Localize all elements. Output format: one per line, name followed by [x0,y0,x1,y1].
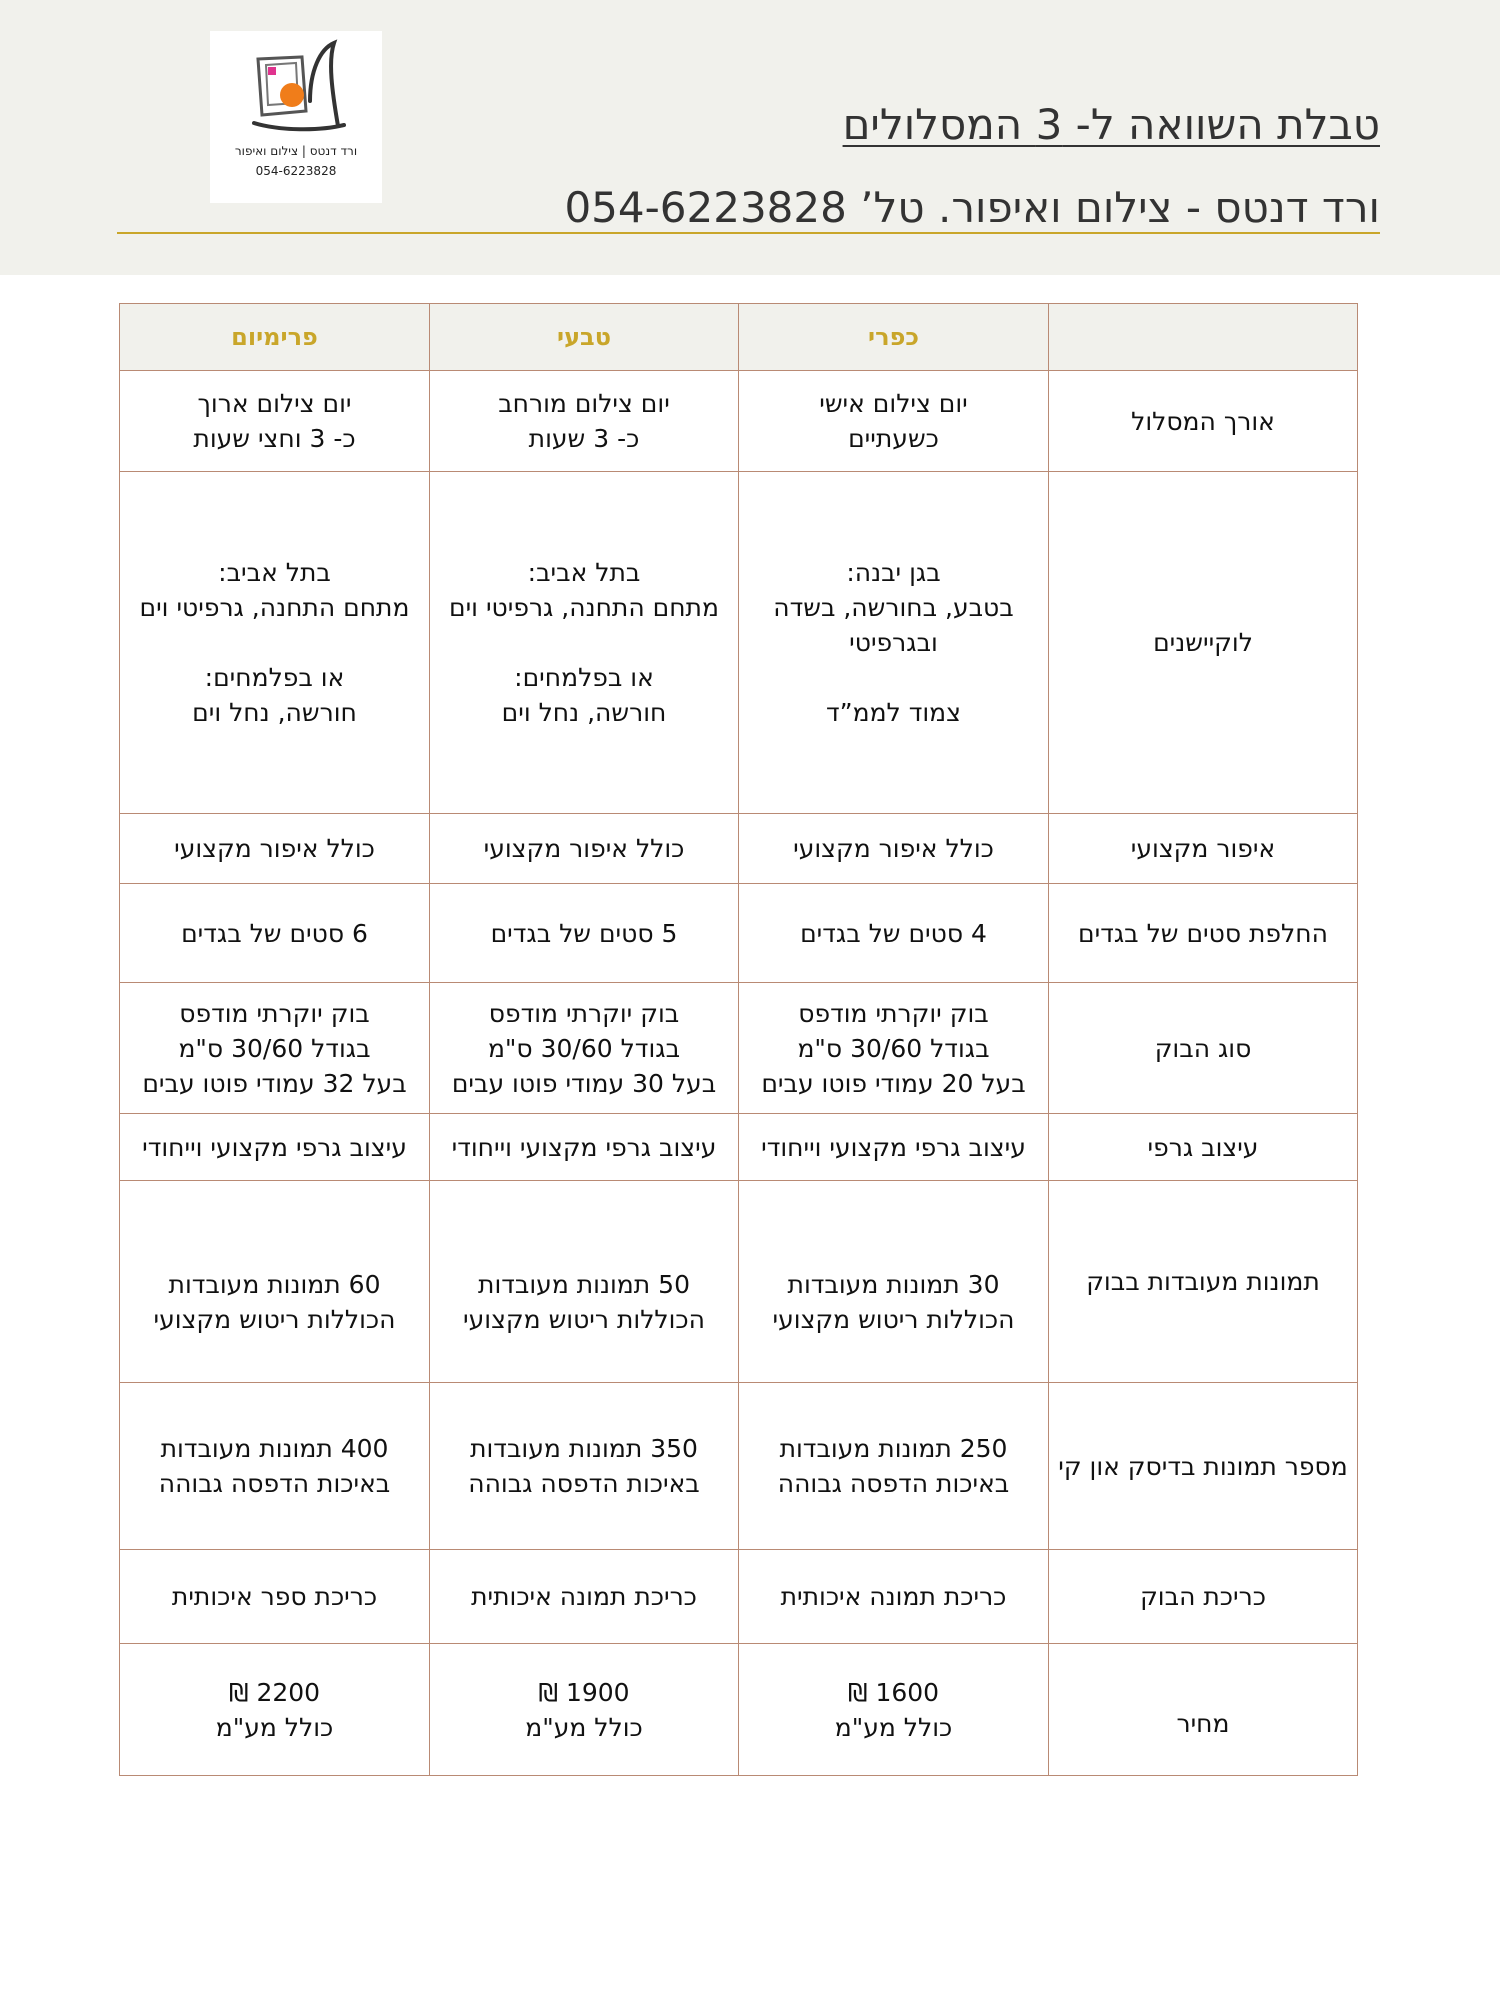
table-row [120,983,1358,1114]
table-cell: 6 סטים של בגדים [120,884,430,983]
row-label: אורך המסלול [1049,371,1358,472]
table-cell: 1600 ₪ כולל מע"מ [739,1644,1049,1776]
table-row [120,1644,1358,1776]
table-row [120,884,1358,983]
table-header-row [120,304,1358,371]
table-row [120,472,1358,814]
logo-caption: ורד דנטס | צילום ואיפור [234,144,358,158]
page-title: טבלת השוואה ל- 3 המסלולים [842,100,1380,149]
column-header [1049,304,1358,371]
header-divider [117,232,1380,234]
column-header-tivi: טבעי [430,304,739,371]
row-label: איפור מקצועי [1049,814,1358,884]
table-cell: 400 תמונות מעובדות באיכות הדפסה גבוהה [120,1383,430,1550]
logo-phone: 054-6223828 [255,164,337,178]
table-cell: עיצוב גרפי מקצועי וייחודי [430,1114,739,1181]
table-cell: יום צילום ארוך כ- 3 וחצי שעות [120,371,430,472]
table-row [120,1383,1358,1550]
logo [210,31,382,203]
table-cell: 30 תמונות מעובדות הכוללות ריטוש מקצועי [739,1181,1049,1383]
table-cell: 60 תמונות מעובדות הכוללות ריטוש מקצועי [120,1181,430,1383]
table-cell: 4 סטים של בגדים [739,884,1049,983]
table-cell: כריכת תמונה איכותית [430,1550,739,1644]
table-cell: 1900 ₪ כולל מע"מ [430,1644,739,1776]
table-cell: כריכת ספר איכותית [120,1550,430,1644]
table-cell: יום צילום מורחב כ- 3 שעות [430,371,739,472]
table-cell: 250 תמונות מעובדות באיכות הדפסה גבוהה [739,1383,1049,1550]
column-header-kafri: כפרי [739,304,1049,371]
comparison-table [119,303,1358,1776]
row-label: כריכת הבוק [1049,1550,1358,1644]
table-cell: כולל איפור מקצועי [120,814,430,884]
table-cell: בתל אביב: מתחם התחנה, גרפיטי וים או בפלמחים: חורשה, נחל וים [430,472,739,814]
table-cell: כולל איפור מקצועי [739,814,1049,884]
page-header [0,0,1500,275]
table-row [120,1114,1358,1181]
table-cell: בגן יבנה: בטבע, בחורשה, בשדה ובגרפיטי צמוד לממ”ד [739,472,1049,814]
column-header-premium: פרימיום [120,304,430,371]
table-cell: כריכת תמונה איכותית [739,1550,1049,1644]
row-label: עיצוב גרפי [1049,1114,1358,1181]
table-cell: 50 תמונות מעובדות הכוללות ריטוש מקצועי [430,1181,739,1383]
table-cell: כולל איפור מקצועי [430,814,739,884]
row-label: החלפת סטים של בגדים [1049,884,1358,983]
table-cell: יום צילום אישי כשעתיים [739,371,1049,472]
row-label: סוג הבוק [1049,983,1358,1114]
row-label: לוקיישנים [1049,472,1358,814]
row-label: תמונות מעובדות בבוק [1049,1181,1358,1383]
table-cell: 5 סטים של בגדים [430,884,739,983]
table-row [120,814,1358,884]
row-label: מספר תמונות בדיסק און קי [1049,1383,1358,1550]
table-row [120,1550,1358,1644]
table-row [120,1181,1358,1383]
table-cell: בתל אביב: מתחם התחנה, גרפיטי וים או בפלמחים: חורשה, נחל וים [120,472,430,814]
table-cell: בוק יוקרתי מודפס בגודל 30/60 ס"מ בעל 32 עמודי פוטו עבים [120,983,430,1114]
camera-logo-icon [210,31,382,141]
table-cell: 350 תמונות מעובדות באיכות הדפסה גבוהה [430,1383,739,1550]
table-cell: 2200 ₪ כולל מע"מ [120,1644,430,1776]
table-cell: עיצוב גרפי מקצועי וייחודי [739,1114,1049,1181]
table-cell: בוק יוקרתי מודפס בגודל 30/60 ס"מ בעל 30 עמודי פוטו עבים [430,983,739,1114]
page-subtitle: ורד דנטס - צילום ואיפור. טל’ 054-6223828 [564,183,1380,232]
row-label: מחיר [1049,1644,1358,1776]
table-cell: עיצוב גרפי מקצועי וייחודי [120,1114,430,1181]
table-cell: בוק יוקרתי מודפס בגודל 30/60 ס"מ בעל 20 עמודי פוטו עבים [739,983,1049,1114]
table-row [120,371,1358,472]
